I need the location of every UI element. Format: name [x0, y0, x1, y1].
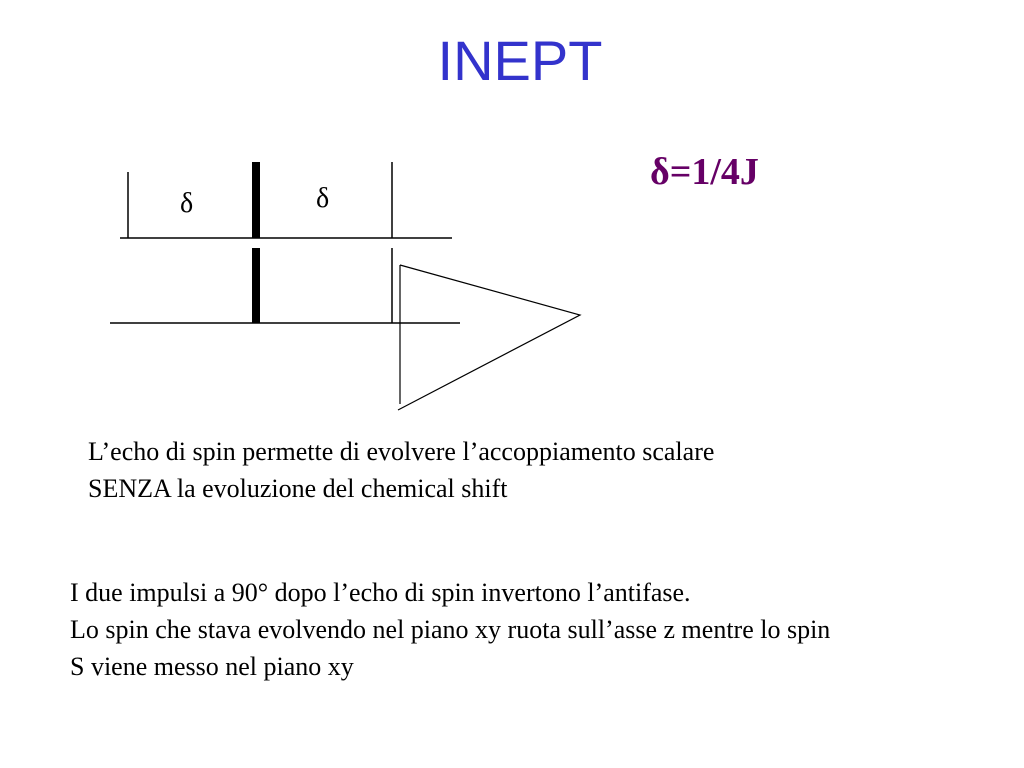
slide-title: INEPT [437, 29, 603, 92]
acquisition-triangle [398, 265, 580, 410]
delay-label-1: δ [180, 188, 194, 219]
paragraph-pulses-line-1: I due impulsi a 90° dopo l’echo di spin invertono l’antifase. [70, 578, 691, 607]
paragraph-pulses-line-3: S viene messo nel piano xy [70, 652, 354, 681]
paragraph-echo-line-2: SENZA la evoluzione del chemical shift [88, 474, 508, 503]
paragraph-pulses [70, 574, 830, 685]
paragraph-echo [88, 433, 714, 507]
paragraph-pulses-line-2: Lo spin che stava evolvendo nel piano xy ruota sull’asse z mentre lo spin [70, 615, 831, 644]
delay-formula: δ=1/4J [650, 151, 759, 193]
paragraph-echo-line-1: L’echo di spin permette di evolvere l’accoppiamento scalare [88, 437, 715, 466]
delay-label-2: δ [316, 183, 330, 214]
